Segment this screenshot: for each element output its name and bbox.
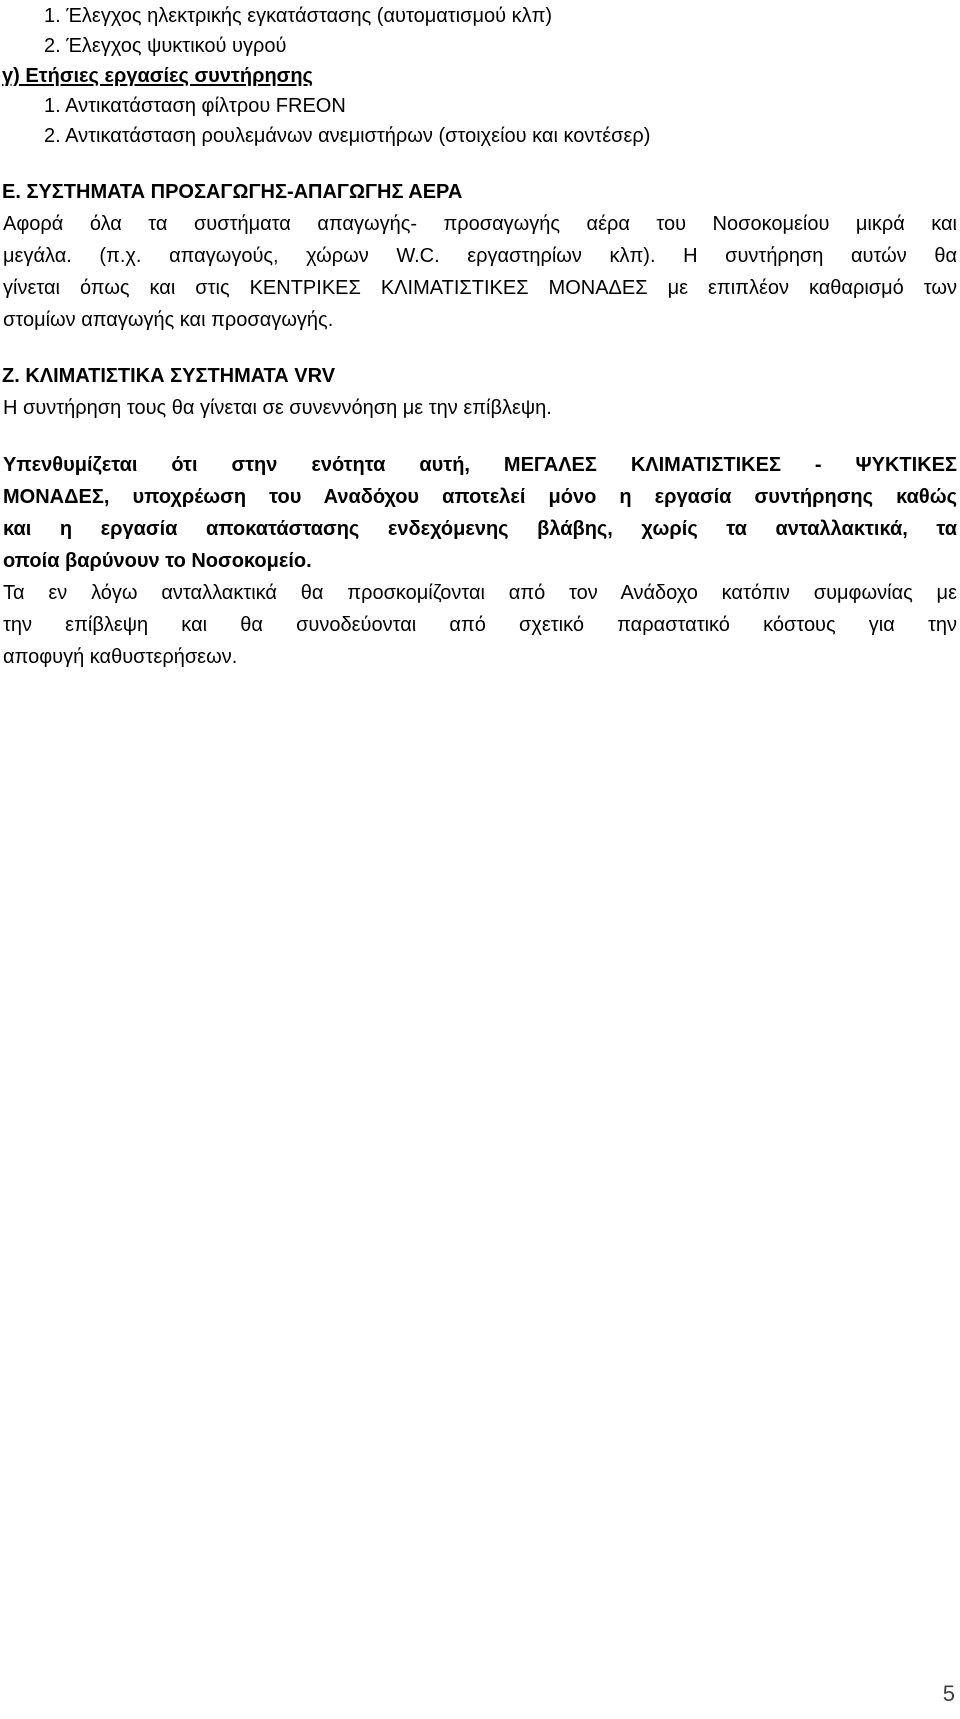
paragraph-line: στομίων απαγωγής και προσαγωγής. xyxy=(3,309,334,331)
section-heading-annual-maintenance: γ) Ετήσιες εργασίες συντήρησης xyxy=(2,65,313,87)
paragraph-line: Τα εν λόγω ανταλλακτικά θα προσκομίζονται από τον Ανάδοχο κατόπιν συμφωνίας με xyxy=(3,582,957,604)
list-item-fan-bearings: 2. Αντικατάσταση ρουλεμάνων ανεμιστήρων (στοιχείου και κοντέσερ) xyxy=(44,125,651,147)
notice-paragraph-line: ΜΟΝΑΔΕΣ, υποχρέωση του Αναδόχου αποτελεί μόνο η εργασία συντήρησης καθώς xyxy=(3,486,957,508)
list-item-electrical-check: 1. Έλεγχος ηλεκτρικής εγκατάστασης (αυτοματισμού κλπ) xyxy=(44,5,553,27)
notice-paragraph-line: οποία βαρύνουν το Νοσοκομείο. xyxy=(3,550,312,572)
paragraph-line: Η συντήρηση τους θα γίνεται σε συνεννόηση με την επίβλεψη. xyxy=(3,397,552,419)
paragraph-line: γίνεται όπως και στις ΚΕΝΤΡΙΚΕΣ ΚΛΙΜΑΤΙΣΤΙΚΕΣ ΜΟΝΑΔΕΣ με επιπλέον καθαρισμό των xyxy=(3,277,957,299)
page-number: 5 xyxy=(942,1681,955,1706)
section-heading-vrv-systems: Ζ. ΚΛΙΜΑΤΙΣΤΙΚΑ ΣΥΣΤΗΜΑΤΑ VRV xyxy=(2,365,336,387)
notice-paragraph-line: Υπενθυμίζεται ότι στην ενότητα αυτή, ΜΕΓΑΛΕΣ ΚΛΙΜΑΤΙΣΤΙΚΕΣ - ΨΥΚΤΙΚΕΣ xyxy=(3,454,957,476)
paragraph-line: την επίβλεψη και θα συνοδεύονται από σχετικό παραστατικό κόστους για την xyxy=(3,614,957,636)
paragraph-line: μεγάλα. (π.χ. απαγωγούς, χώρων W.C. εργαστηρίων κλπ). Η συντήρηση αυτών θα xyxy=(3,245,957,267)
section-heading-ventilation-systems: Ε. ΣΥΣΤΗΜΑΤΑ ΠΡΟΣΑΓΩΓΗΣ-ΑΠΑΓΩΓΗΣ ΑΕΡΑ xyxy=(2,181,463,203)
list-item-freon-filter: 1. Αντικατάσταση φίλτρου FREON xyxy=(44,95,346,117)
paragraph-line: Αφορά όλα τα συστήματα απαγωγής- προσαγωγής αέρα του Νοσοκομείου μικρά και xyxy=(3,213,957,235)
notice-paragraph-line: και η εργασία αποκατάστασης ενδεχόμενης βλάβης, χωρίς τα ανταλλακτικά, τα xyxy=(3,518,957,540)
list-item-refrigerant-check: 2. Έλεγχος ψυκτικού υγρού xyxy=(44,35,287,57)
paragraph-line: αποφυγή καθυστερήσεων. xyxy=(3,646,238,668)
